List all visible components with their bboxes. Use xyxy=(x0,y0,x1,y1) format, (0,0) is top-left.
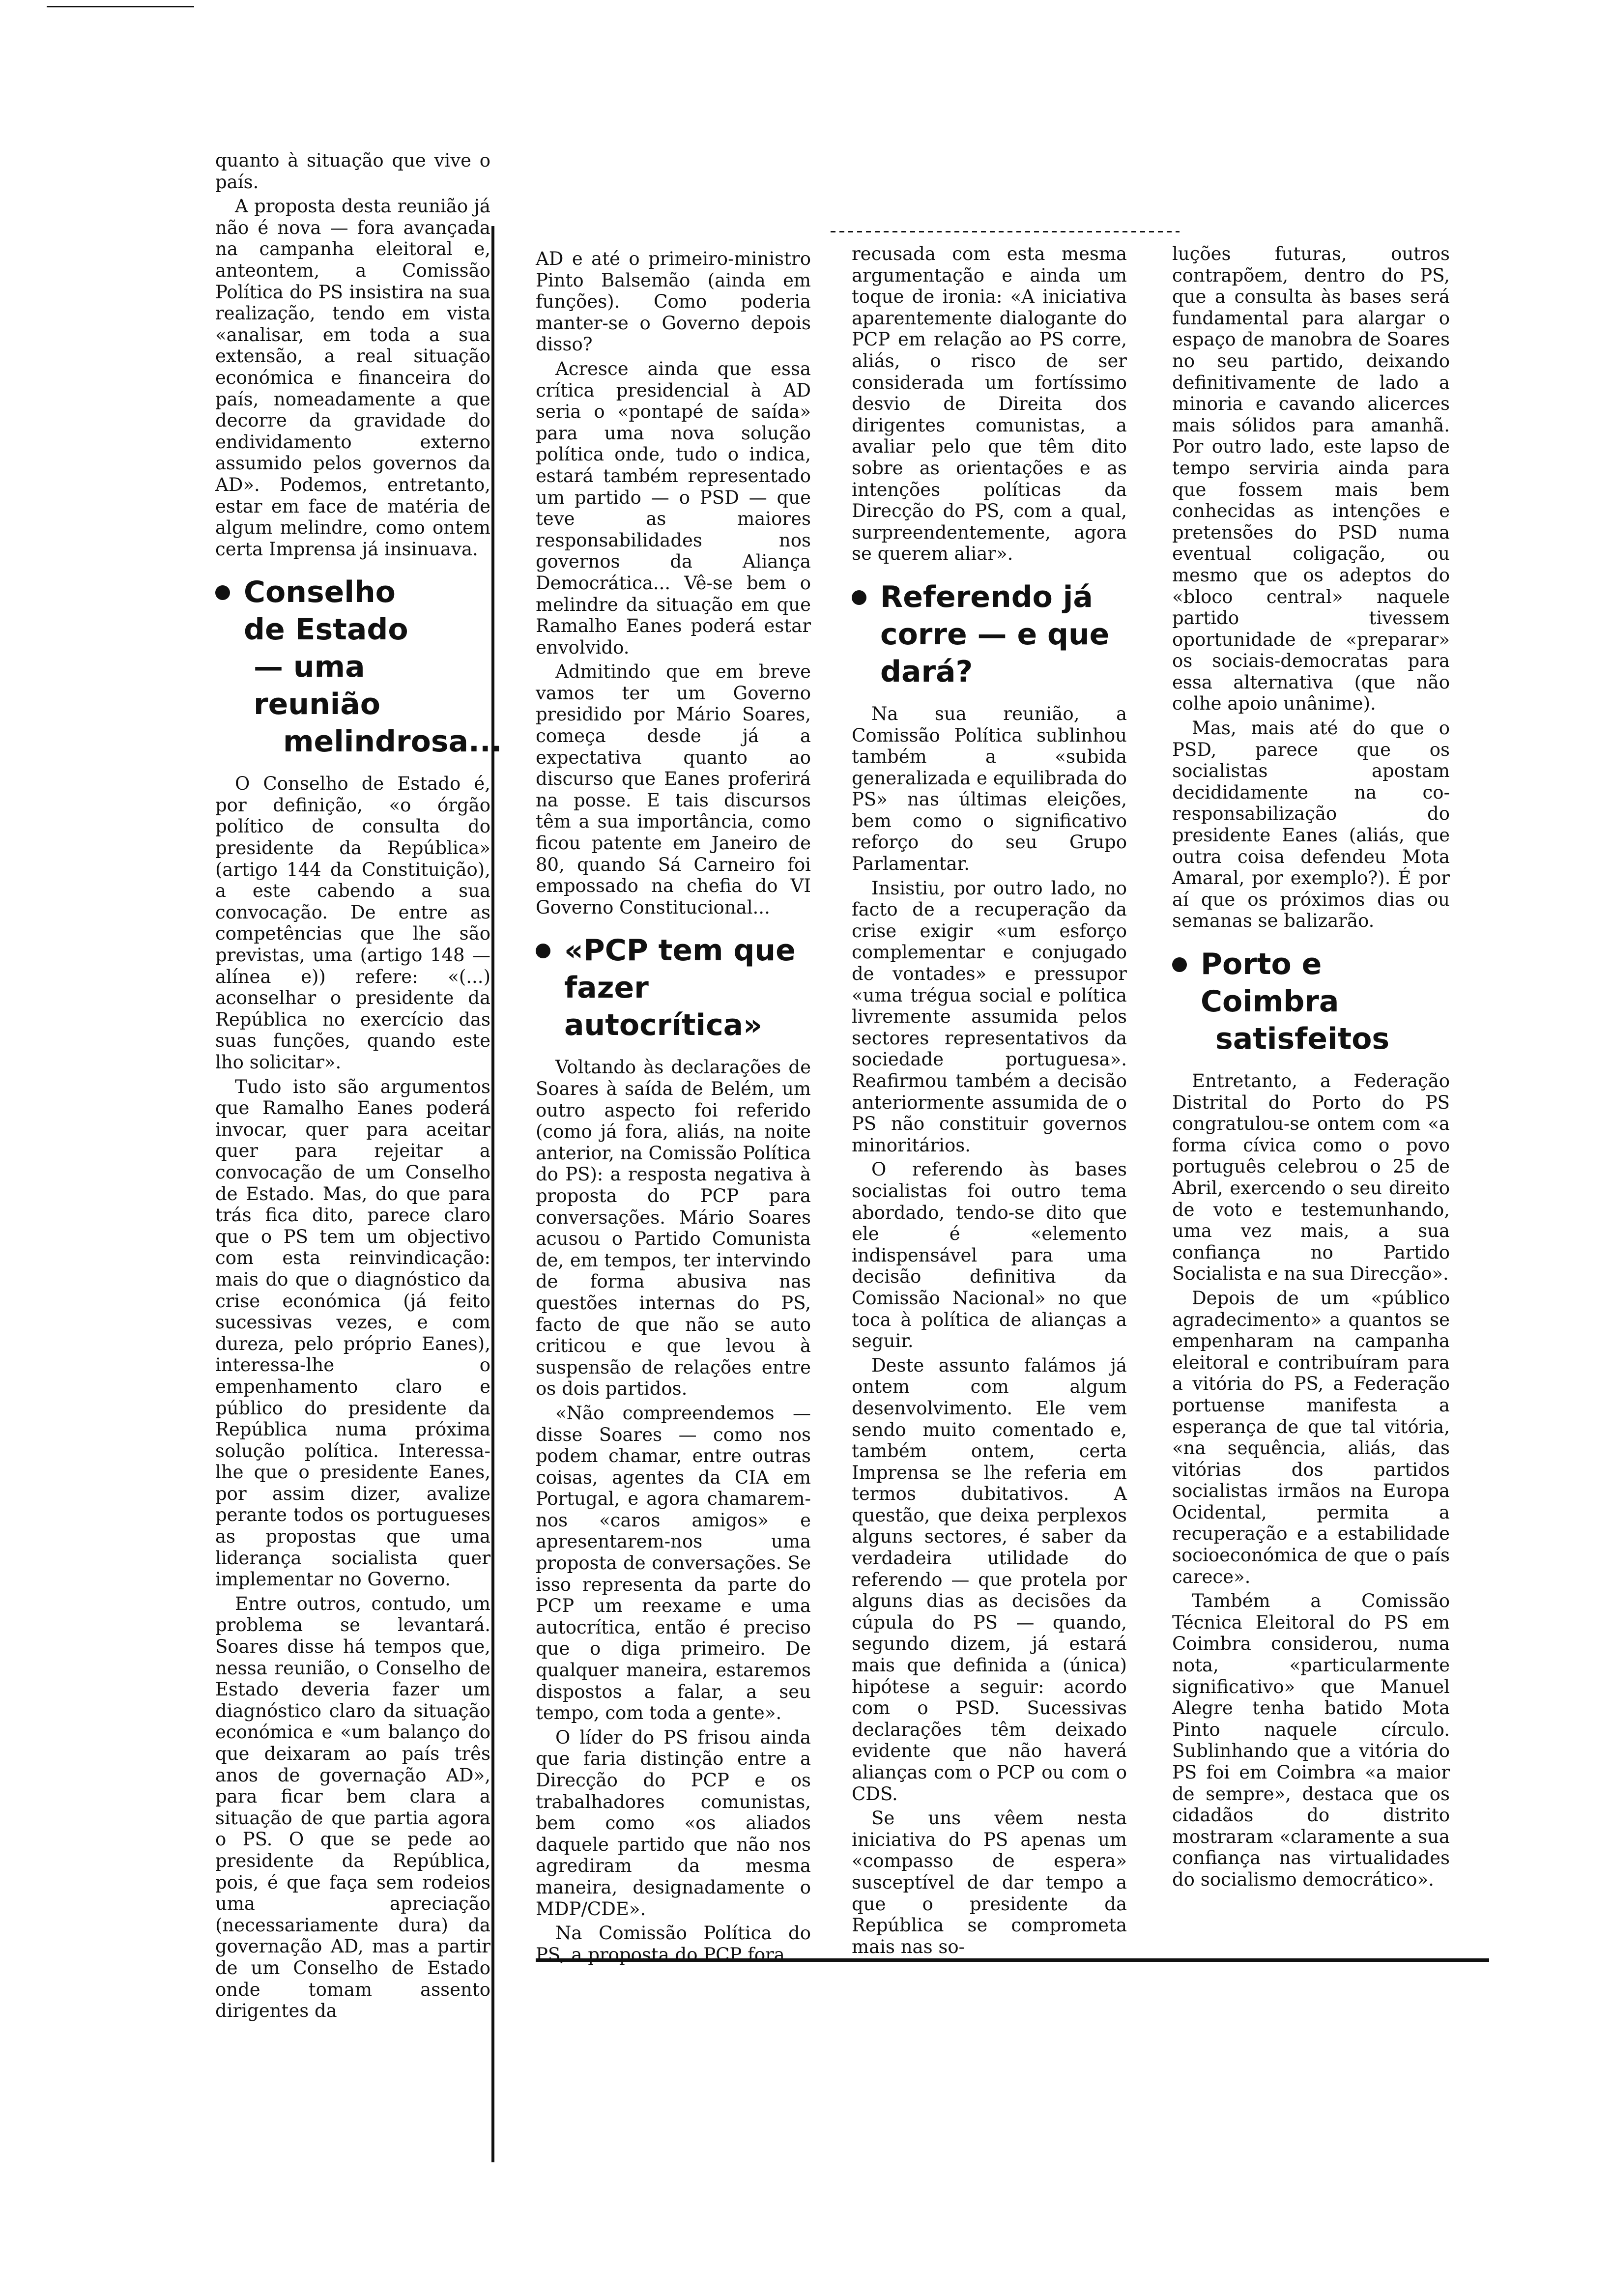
subheading-line: Porto e Coimbra xyxy=(1201,947,1339,1019)
paragraph: A proposta desta reunião já não é nova — fora avançada na campanha eleitoral e, anteontem, a Comissão Política do PS insistira na sua realização, tendo em vista «analisar, em toda a sua extensão, a real situação económica e financeira do país, nomeadamente a que decorre da gravidade do endividamento externo assumido pelos governos da AD». Podemos, entretanto, estar em face de matéria de algum melindre, como ontem certa Imprensa já insinuava. xyxy=(215,196,490,560)
subheading-conselho-de-estado xyxy=(215,574,502,760)
paragraph: Deste assunto falámos já ontem com algum desenvolvimento. Ele vem sendo muito comentado e, também ontem, certa Imprensa se lhe referia em termos dubitativos. A questão, que deixa perplexos alguns sectores, é saber da verdadeira utilidade do referendo — que protela por alguns dias as decisões da cúpula do PS — quando, segundo dizem, já estará mais que definida a (única) hipótese a seguir: acordo com o PSD. Sucessivas declarações têm deixado evidente que não haverá alianças com o PCP ou com o CDS. xyxy=(852,1354,1127,1805)
article-column-4 xyxy=(1172,243,1450,1891)
paragraph: Mas, mais até do que o PSD, parece que os socialistas apostam decididamente na co-responsabilização do presidente Eanes (aliás, que outra coisa defendeu Mota Amaral, por exemplo?). É por aí que os próximos dias ou semanas se balizarão. xyxy=(1172,718,1450,932)
top-left-rule xyxy=(47,6,194,7)
subheading-line: melindrosa... xyxy=(283,724,502,759)
bullet-dot-icon xyxy=(852,590,866,605)
subheading-line: Referendo já xyxy=(880,579,1093,614)
paragraph: Na sua reunião, a Comissão Política sublinhou também a «subida generalizada e equilibrada do PS» nas últimas eleições, bem como o significativo reforço do seu Grupo Parlamentar. xyxy=(852,703,1127,875)
paragraph: recusada com esta mesma argumentação e ainda um toque de ironia: «A iniciativa aparentemente dialogante do PCP em relação ao PS corre, aliás, o risco de ser considerada um fortíssimo desvio de Direita dos dirigentes comunistas, a avaliar pelo que têm dito sobre as orientações e as intenções políticas da Direcção do PS, com a qual, surpreendentemente, agora se querem aliar». xyxy=(852,243,1127,565)
paragraph: «Não compreendemos — disse Soares — como nos podem chamar, entre outras coisas, agentes da CIA em Portugal, e agora chamarem-nos «caros amigos» e apresentarem-nos uma proposta de conversações. Se isso representa da parte do PCP um reexame e uma autocrítica, então é preciso que o diga primeiro. De qualquer maneira, estaremos dispostos a falar, a seu tempo, com toda a gente». xyxy=(536,1402,811,1724)
subheading-pcp-autocritica xyxy=(536,932,811,1044)
article-column-1 xyxy=(215,150,502,2022)
paragraph: Voltando às declarações de Soares à saída de Belém, um outro aspecto foi referido (como já fora, aliás, na noite anterior, na Comissão Política do PS): a resposta negativa à proposta do PCP para conversações. Mário Soares acusou o Partido Comunista de, em tempos, ter intervindo de forma abusiva nas questões internas do PS, facto de que não se auto criticou e que levou à suspensão de relações entre os dois partidos. xyxy=(536,1057,811,1400)
paragraph: Depois de um «público agradecimento» a quantos se empenharam na campanha eleitoral e contribuíram para a vitória do PS, a Federação portuense manifesta a esperança de que tal vitória, «na sequência, aliás, das vitórias dos partidos socialistas irmãos na Europa Ocidental, permita a recuperação e a estabilidade socioeconómica de que o país carece». xyxy=(1172,1287,1450,1587)
paragraph: O líder do PS frisou ainda que faria distinção entre a Direcção do PCP e os trabalhadores comunistas, bem como «os aliados daquele partido que não nos agrediram da mesma maneira, designadamente o MDP/CDE». xyxy=(536,1726,811,1920)
column-divider-left xyxy=(491,226,494,2162)
subheading-line: satisfeitos xyxy=(1215,1022,1390,1056)
paragraph: Entre outros, contudo, um problema se levantará. Soares disse há tempos que, nessa reunião, o Conselho de Estado deveria fazer um diagnóstico claro da situação económica e «um balanço do que deixaram ao país três anos de governação AD», para ficar bem clara a situação de que partia agora o PS. O que se pede ao presidente da República, pois, é que faça sem rodeios uma apreciação (necessariamente dura) da governação AD, mas a partir de um Conselho de Estado onde tomam assento dirigentes da xyxy=(215,1593,490,2022)
subheading-line: autocrítica» xyxy=(564,1008,762,1043)
paragraph: Também a Comissão Técnica Eleitoral do PS em Coimbra considerou, numa nota, «particularmente significativo» que Manuel Alegre tenha batido Mota Pinto naquele círculo. Sublinhando que a vitória do PS foi em Coimbra «a maior de sempre», destaca que os cidadãos do distrito mostraram «claramente a sua confiança nas virtualidades do socialismo democrático». xyxy=(1172,1590,1450,1890)
paragraph: Na Comissão Política do PS, a proposta do PCP fora xyxy=(536,1923,811,1965)
subheading-porto-coimbra xyxy=(1172,946,1450,1058)
bullet-dot-icon xyxy=(1172,957,1187,972)
paragraph: Entretanto, a Federação Distrital do Porto do PS congratulou-se ontem com «a forma cívica como o povo português celebrou o 25 de Abril, exercendo o seu direito de voto e testemunhando, uma vez mais, a sua confiança no Partido Socialista e na sua Direcção». xyxy=(1172,1070,1450,1285)
subheading-line: «PCP tem que xyxy=(564,933,796,968)
paragraph: AD e até o primeiro-ministro Pinto Balsemão (ainda em funções). Como poderia manter-se o Governo depois disso? xyxy=(536,248,811,355)
paragraph: O Conselho de Estado é, por definição, «o órgão político de consulta do presidente da República» (artigo 144 da Constituição), a este cabendo a sua convocação. De entre as competências que lhe são previstas, uma (artigo 148 — alínea e)) refere: «(...) aconselhar o presidente da República no exercício das suas funções, quando este lho solicitar». xyxy=(215,773,490,1073)
subheading-line: — uma reunião xyxy=(254,650,380,722)
paragraph: Insistiu, por outro lado, no facto de a recuperação da crise exigir «um esforço complementar e conjugado de vontades» e pressupor «uma trégua social e política livremente assumida pelos sectores representativos da sociedade portuguesa». Reafirmou também a decisão anteriormente assumida de o PS não constituir governos minoritários. xyxy=(852,877,1127,1156)
subheading-line: Conselho xyxy=(244,575,396,610)
paragraph: Acresce ainda que essa crítica presidencial à AD seria o «pontapé de saída» para uma nova solução política onde, tudo o indica, estará também representado um partido — o PSD — que teve as maiores responsabilidades nos governos da Aliança Democrática... Vê-se bem o melindre da situação em que Ramalho Eanes poderá estar envolvido. xyxy=(536,358,811,658)
paragraph: Tudo isto são argumentos que Ramalho Eanes poderá invocar, quer para aceitar quer para rejeitar a convocação de um Conselho de Estado. Mas, do que para trás fica dito, parece claro que o PS tem um objectivo com esta reinvindicação: mais do que o diagnóstico da crise económica (já feito sucessivas vezes, e com dureza, pelo próprio Eanes), interessa-lhe o empenhamento claro e público do presidente da República numa próxima solução política. Interessa-lhe que o presidente Eanes, por assim dizer, avalize perante todos os portugueses as propostas que uma liderança socialista quer implementar no Governo. xyxy=(215,1076,490,1590)
top-dotted-rule xyxy=(831,231,1180,232)
subheading-line: corre — e que xyxy=(880,617,1110,652)
article-column-3 xyxy=(852,243,1127,1957)
article-column-2 xyxy=(536,248,811,1965)
subheading-line: de Estado xyxy=(244,612,408,647)
paragraph: O referendo às bases socialistas foi outro tema abordado, tendo-se dito que ele é «elemento indispensável para uma decisão definitiva da Comissão Nacional» no que toca à política de alianças a seguir. xyxy=(852,1159,1127,1352)
bullet-dot-icon xyxy=(215,585,230,600)
subheading-referendo xyxy=(852,578,1127,690)
paragraph: Admitindo que em breve vamos ter um Governo presidido por Mário Soares, começa desde já a expectativa quanto ao discurso que Eanes proferirá na posse. E tais discursos têm a sua importância, como ficou patente em Janeiro de 80, quando Sá Carneiro foi empossado na chefia do VI Governo Constitucional... xyxy=(536,661,811,918)
paragraph: luções futuras, outros contrapõem, dentro do PS, que a consulta às bases será fundamental para alargar o espaço de manobra de Soares no seu partido, deixando definitivamente de lado a minoria e cavando alicerces mais sólidos para amanhã. Por outro lado, este lapso de tempo serviria ainda para que fossem mais bem conhecidas as intenções e pretensões do PSD numa eventual coligação, ou mesmo que os adeptos do «bloco central» naquele partido tivessem oportunidade de «preparar» os sociais-democratas para essa alternativa (que não colhe apoio unânime). xyxy=(1172,243,1450,715)
paragraph: quanto à situação que vive o país. xyxy=(215,150,490,193)
paragraph: Se uns vêem nesta iniciativa do PS apenas um «compasso de espera» susceptível de dar tempo a que o presidente da República se comprometa mais nas so- xyxy=(852,1808,1127,1957)
subheading-line: fazer xyxy=(564,971,649,1005)
subheading-line: dará? xyxy=(880,654,973,689)
bullet-dot-icon xyxy=(536,944,550,958)
